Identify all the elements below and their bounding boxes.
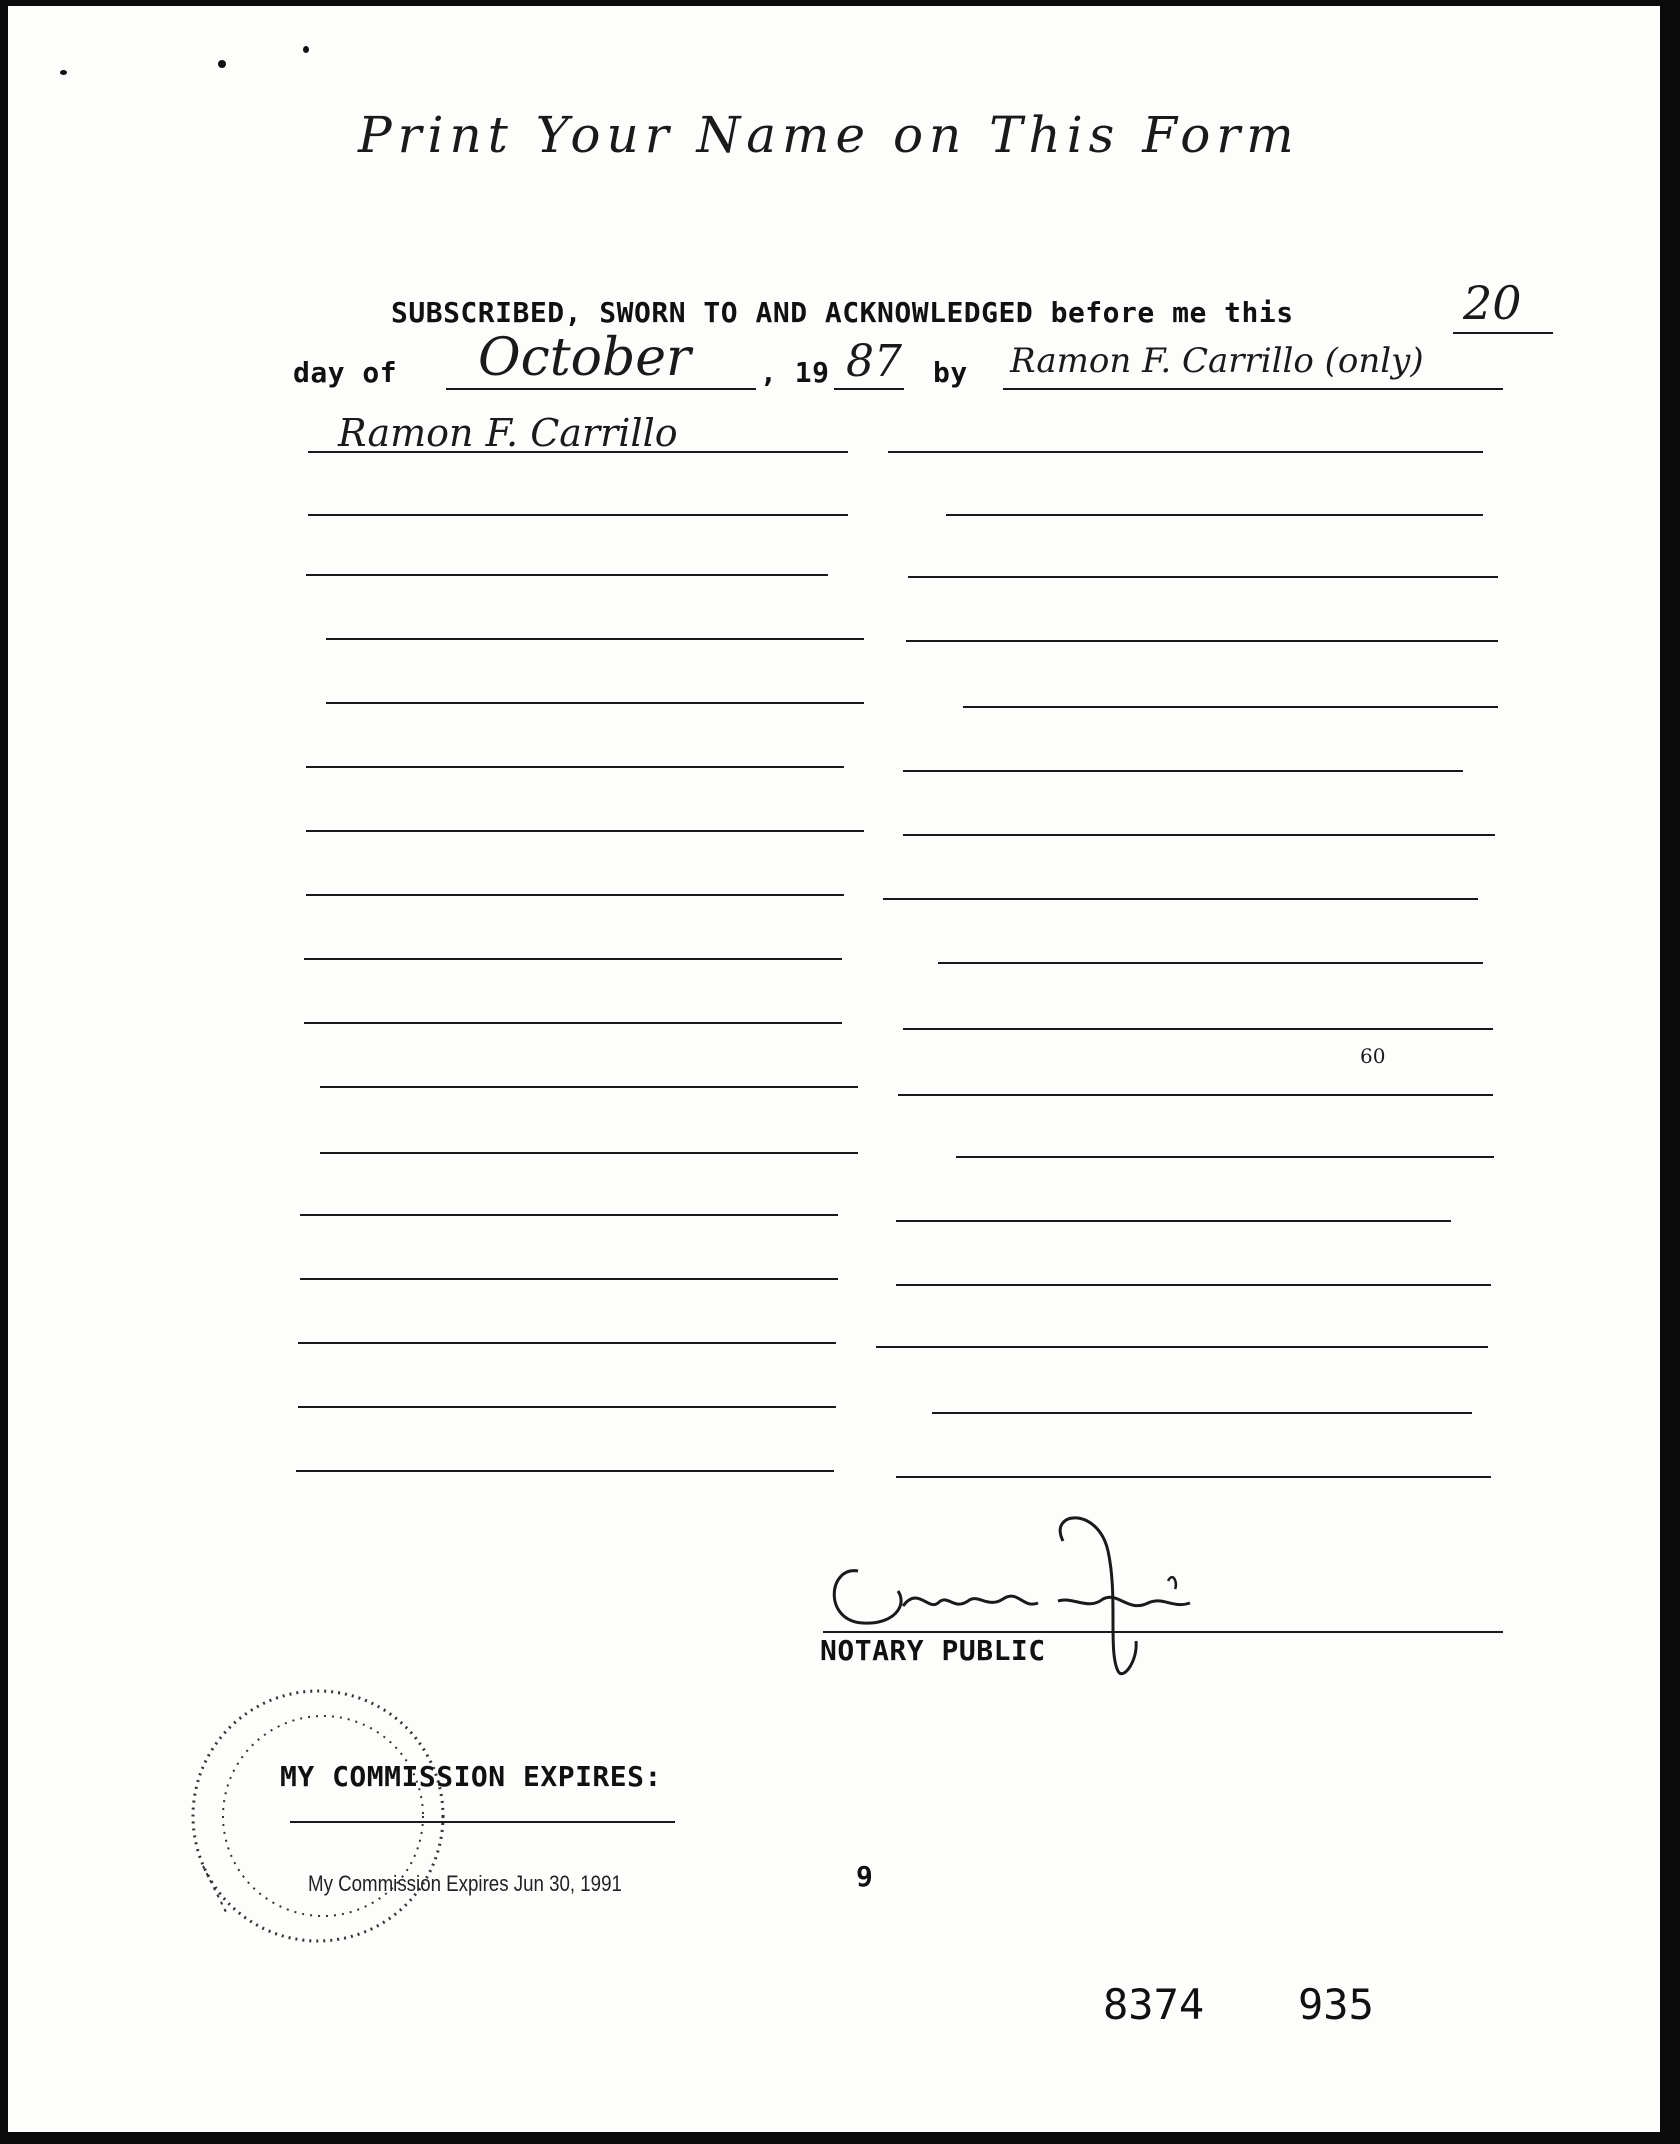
- signature-line: [326, 702, 864, 704]
- signer-name-1: Ramon F. Carrillo: [338, 411, 678, 455]
- signature-line: [903, 1028, 1493, 1030]
- doc-code-part-2: 935: [1298, 1980, 1374, 2029]
- day-underline: [1453, 332, 1553, 334]
- oath-day-value: 20: [1463, 276, 1522, 330]
- signature-line: [883, 898, 1478, 900]
- signature-line: [326, 638, 864, 640]
- signature-line: [906, 640, 1498, 642]
- signature-line: [932, 1412, 1472, 1414]
- signature-line: [903, 834, 1495, 836]
- notary-signature-line: [823, 1631, 1503, 1633]
- by-underline: [1003, 388, 1503, 390]
- signature-line: [896, 1220, 1451, 1222]
- notary-seal: [158, 1666, 478, 1956]
- oath-by-label: by: [933, 356, 968, 389]
- signature-line: [306, 894, 844, 896]
- oath-line-1: SUBSCRIBED, SWORN TO AND ACKNOWLEDGED before me this: [391, 296, 1294, 329]
- notary-public-label: NOTARY PUBLIC: [820, 1634, 1046, 1667]
- commission-expires-line: [290, 1821, 675, 1823]
- oath-by-value: Ramon F. Carrillo (only): [1010, 341, 1424, 381]
- signature-line: [304, 958, 842, 960]
- page-number: 9: [856, 1860, 874, 1893]
- signature-line: [938, 962, 1483, 964]
- signature-line: [320, 1086, 858, 1088]
- signature-line: [300, 1214, 838, 1216]
- signature-line: [306, 766, 844, 768]
- signature-line: [308, 451, 848, 453]
- signature-line: [896, 1476, 1491, 1478]
- commission-expires-label: MY COMMISSION EXPIRES:: [280, 1760, 662, 1793]
- stray-mark: 60: [1360, 1044, 1386, 1068]
- signature-line: [306, 830, 864, 832]
- signature-line: [898, 1094, 1493, 1096]
- scan-speck: [218, 60, 226, 68]
- oath-year-prefix: , 19: [760, 356, 830, 389]
- signature-line: [304, 1022, 842, 1024]
- oath-year-value: 87: [846, 336, 902, 387]
- scan-speck: [60, 70, 67, 75]
- signature-line: [298, 1342, 836, 1344]
- signature-line: [908, 576, 1498, 578]
- signature-line: [903, 770, 1463, 772]
- signature-line: [946, 514, 1483, 516]
- signature-line: [300, 1278, 838, 1280]
- signature-line: [963, 706, 1498, 708]
- signature-line: [308, 514, 848, 516]
- signature-line: [320, 1152, 858, 1154]
- scan-speck: [303, 46, 309, 53]
- signature-line: [296, 1470, 834, 1472]
- signature-line: [298, 1406, 836, 1408]
- signature-line: [888, 451, 1483, 453]
- signature-line: [956, 1156, 1494, 1158]
- oath-day-of-label: day of: [293, 356, 398, 389]
- signature-line: [306, 574, 828, 576]
- doc-code-part-1: 8374: [1103, 1980, 1205, 2029]
- header-handwriting: Print Your Name on This Form: [358, 106, 1300, 164]
- month-underline: [446, 388, 756, 390]
- document-page: [8, 6, 1660, 2132]
- signature-line: [896, 1284, 1491, 1286]
- oath-month-value: October: [478, 328, 691, 388]
- year-underline: [834, 388, 904, 390]
- commission-stamp-text: My Commission Expires Jun 30, 1991: [308, 1871, 622, 1896]
- signature-line: [876, 1346, 1488, 1348]
